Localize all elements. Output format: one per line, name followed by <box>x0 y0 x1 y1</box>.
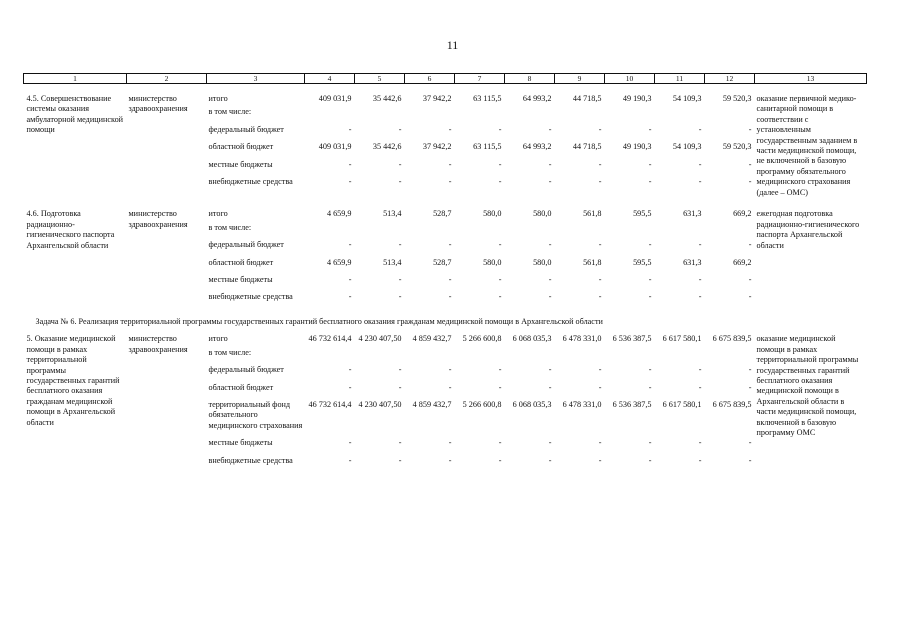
value-cell: 513,4 <box>383 209 402 219</box>
funding-source: внебюджетные средства <box>208 455 293 465</box>
value-cell: 5 266 600,8 <box>462 399 502 409</box>
value-cell <box>705 348 755 365</box>
col-header: 5 <box>355 74 405 84</box>
value-cell: 37 942,2 <box>422 94 452 103</box>
section-executor: министерство здравоохранения <box>128 334 188 354</box>
value-cell: - <box>398 382 402 392</box>
value-cell <box>405 348 455 365</box>
value-cell <box>455 107 505 124</box>
section-note: оказание медицинской помощи в рамках территориальной программы государственных гарантий бесплатного оказания медицинской помощи в Архангельской области в части медицинской помощи, включенной в базовую программу ОМС <box>756 334 859 437</box>
funding-source: итого <box>208 334 228 344</box>
value-cell: - <box>698 240 702 250</box>
col-header: 1 <box>24 74 127 84</box>
value-cell: 580,0 <box>483 209 502 219</box>
section-executor: министерство здравоохранения <box>128 94 188 114</box>
value-cell: - <box>348 159 352 169</box>
value-cell: 44 718,5 <box>572 94 602 103</box>
value-cell: - <box>698 292 702 302</box>
value-cell: - <box>548 177 552 187</box>
value-cell <box>305 107 355 124</box>
section-5 <box>24 330 867 478</box>
value-cell: 4 859 432,7 <box>412 334 452 344</box>
value-cell: - <box>348 438 352 448</box>
value-cell: - <box>498 365 502 375</box>
value-cell: - <box>648 159 652 169</box>
value-cell: 6 675 839,5 <box>712 334 752 344</box>
value-cell: - <box>398 240 402 250</box>
value-cell: 528,7 <box>433 209 452 219</box>
value-cell: 631,3 <box>683 209 702 219</box>
value-cell <box>655 107 705 124</box>
funding-source: внебюджетные средства <box>208 292 293 302</box>
value-cell: - <box>448 365 452 375</box>
value-cell: - <box>398 275 402 285</box>
section-4-6 <box>24 199 867 314</box>
value-cell: - <box>648 240 652 250</box>
value-cell: 669,2 <box>733 209 752 219</box>
value-cell: 6 617 580,1 <box>662 334 702 344</box>
value-cell: - <box>648 438 652 448</box>
value-cell: 6 478 331,0 <box>562 399 602 409</box>
col-header: 13 <box>755 74 867 84</box>
funding-source: в том числе: <box>208 347 252 357</box>
value-cell: 35 442,6 <box>372 142 402 152</box>
value-cell: 35 442,6 <box>372 94 402 103</box>
value-cell: - <box>598 124 602 134</box>
value-cell: - <box>748 455 752 465</box>
funding-source: местные бюджеты <box>208 159 273 169</box>
value-cell: 46 732 614,4 <box>308 399 352 409</box>
value-cell: 580,0 <box>533 209 552 219</box>
value-cell: - <box>548 382 552 392</box>
value-cell: - <box>498 438 502 448</box>
section-name: 4.5. Совершенствование системы оказания амбулаторной медицинской помощи <box>26 94 124 135</box>
value-cell: - <box>548 292 552 302</box>
col-header: 10 <box>605 74 655 84</box>
col-header: 9 <box>555 74 605 84</box>
value-cell: - <box>648 177 652 187</box>
funding-source: местные бюджеты <box>208 275 273 285</box>
col-header: 7 <box>455 74 505 84</box>
table-row <box>24 330 867 347</box>
value-cell: - <box>648 292 652 302</box>
value-cell: - <box>398 177 402 187</box>
value-cell: 6 675 839,5 <box>712 399 752 409</box>
value-cell <box>405 223 455 240</box>
task-6-row <box>24 315 867 330</box>
value-cell: - <box>548 455 552 465</box>
col-header: 6 <box>405 74 455 84</box>
value-cell: - <box>398 292 402 302</box>
value-cell <box>505 223 555 240</box>
value-cell: - <box>648 382 652 392</box>
value-cell: 6 068 035,3 <box>512 334 552 344</box>
value-cell <box>655 348 705 365</box>
value-cell: - <box>398 159 402 169</box>
value-cell: 63 115,5 <box>473 94 502 103</box>
value-cell: - <box>598 455 602 465</box>
value-cell: 64 993,2 <box>522 142 552 152</box>
value-cell: 4 659,9 <box>326 209 352 219</box>
value-cell: - <box>748 275 752 285</box>
value-cell: - <box>448 240 452 250</box>
value-cell: - <box>448 382 452 392</box>
value-cell: - <box>548 365 552 375</box>
value-cell: 4 230 407,50 <box>358 399 402 409</box>
value-cell: - <box>348 292 352 302</box>
value-cell: 46 732 614,4 <box>308 334 352 344</box>
value-cell: - <box>598 240 602 250</box>
value-cell: - <box>348 365 352 375</box>
value-cell: - <box>748 124 752 134</box>
value-cell: 4 659,9 <box>326 257 352 267</box>
program-table <box>23 73 867 478</box>
value-cell <box>355 107 405 124</box>
col-header: 12 <box>705 74 755 84</box>
value-cell: - <box>448 438 452 448</box>
value-cell: - <box>648 275 652 285</box>
value-cell: - <box>648 124 652 134</box>
col-header: 2 <box>127 74 207 84</box>
value-cell: 6 068 035,3 <box>512 399 552 409</box>
value-cell: - <box>348 177 352 187</box>
value-cell: - <box>748 382 752 392</box>
value-cell: 4 230 407,50 <box>358 334 402 344</box>
value-cell <box>705 223 755 240</box>
value-cell: 580,0 <box>533 257 552 267</box>
value-cell <box>655 223 705 240</box>
table-row <box>24 84 867 108</box>
value-cell: 54 109,3 <box>672 94 702 103</box>
value-cell: - <box>748 177 752 187</box>
value-cell <box>705 107 755 124</box>
value-cell: - <box>548 240 552 250</box>
value-cell: 409 031,9 <box>318 142 352 152</box>
value-cell: 409 031,9 <box>318 94 352 103</box>
value-cell: - <box>598 382 602 392</box>
section-note: оказание первичной медико-санитарной помощи в соответствии с установленным государственным заданием в части медицинской помощи, не включенной в базовую программу обязательного медицинского страхования (далее – ОМС) <box>756 94 858 197</box>
value-cell: - <box>498 177 502 187</box>
funding-source: внебюджетные средства <box>208 177 293 187</box>
value-cell: 528,7 <box>433 257 452 267</box>
value-cell: - <box>698 382 702 392</box>
value-cell <box>355 348 405 365</box>
value-cell <box>355 223 405 240</box>
value-cell: - <box>548 438 552 448</box>
value-cell: - <box>348 124 352 134</box>
value-cell: - <box>498 455 502 465</box>
value-cell: - <box>698 124 702 134</box>
value-cell: 631,3 <box>683 257 702 267</box>
value-cell <box>555 107 605 124</box>
value-cell: - <box>348 275 352 285</box>
value-cell: - <box>698 438 702 448</box>
value-cell: 561,8 <box>583 209 602 219</box>
value-cell: - <box>598 365 602 375</box>
value-cell: - <box>498 159 502 169</box>
funding-source: областной бюджет <box>208 382 274 392</box>
value-cell: - <box>498 124 502 134</box>
value-cell <box>505 348 555 365</box>
value-cell: 595,5 <box>633 257 652 267</box>
table-row <box>24 199 867 222</box>
value-cell <box>605 223 655 240</box>
value-cell: - <box>598 159 602 169</box>
value-cell: - <box>698 365 702 375</box>
section-name: 4.6. Подготовка радиационно-гигиенического паспорта Архангельской области <box>26 209 115 250</box>
value-cell: - <box>348 455 352 465</box>
value-cell: 6 617 580,1 <box>662 399 702 409</box>
value-cell: 6 536 387,5 <box>612 399 652 409</box>
value-cell: - <box>698 177 702 187</box>
value-cell: - <box>598 275 602 285</box>
value-cell: 580,0 <box>483 257 502 267</box>
value-cell: - <box>698 455 702 465</box>
value-cell <box>605 107 655 124</box>
value-cell: - <box>448 159 452 169</box>
value-cell: - <box>448 275 452 285</box>
value-cell: - <box>448 292 452 302</box>
value-cell: - <box>598 292 602 302</box>
value-cell <box>505 107 555 124</box>
value-cell: - <box>448 455 452 465</box>
col-header: 11 <box>655 74 705 84</box>
value-cell: 5 266 600,8 <box>462 334 502 344</box>
value-cell: 513,4 <box>383 257 402 267</box>
value-cell: - <box>648 365 652 375</box>
value-cell: - <box>398 124 402 134</box>
value-cell: - <box>748 240 752 250</box>
value-cell: - <box>548 124 552 134</box>
value-cell: 6 478 331,0 <box>562 334 602 344</box>
column-number-header <box>24 74 867 84</box>
funding-source: федеральный бюджет <box>208 240 284 250</box>
funding-source: областной бюджет <box>208 257 274 267</box>
page-number: 11 <box>446 38 459 52</box>
value-cell: 54 109,3 <box>672 142 702 152</box>
value-cell: - <box>698 159 702 169</box>
value-cell <box>555 348 605 365</box>
value-cell: - <box>498 275 502 285</box>
col-header: 4 <box>305 74 355 84</box>
value-cell <box>455 348 505 365</box>
value-cell: 59 520,3 <box>722 94 752 103</box>
value-cell: 6 536 387,5 <box>612 334 652 344</box>
value-cell: - <box>648 455 652 465</box>
value-cell: - <box>398 438 402 448</box>
funding-source: местные бюджеты <box>208 438 273 448</box>
value-cell: - <box>348 382 352 392</box>
value-cell: 59 520,3 <box>722 142 752 152</box>
value-cell: - <box>398 455 402 465</box>
funding-source: областной бюджет <box>208 142 274 152</box>
funding-source: территориальный фонд обязательного медицинского страхования <box>208 399 303 430</box>
value-cell: - <box>598 177 602 187</box>
section-executor: министерство здравоохранения <box>128 209 188 229</box>
funding-source: в том числе: <box>208 222 252 232</box>
value-cell: 63 115,5 <box>473 142 502 152</box>
value-cell <box>555 223 605 240</box>
value-cell: - <box>498 382 502 392</box>
col-header: 8 <box>505 74 555 84</box>
col-header: 3 <box>207 74 305 84</box>
value-cell: 49 190,3 <box>622 142 652 152</box>
value-cell: 4 859 432,7 <box>412 399 452 409</box>
value-cell: - <box>748 438 752 448</box>
value-cell <box>405 107 455 124</box>
value-cell <box>455 223 505 240</box>
value-cell <box>605 348 655 365</box>
value-cell: - <box>598 438 602 448</box>
value-cell: - <box>348 240 352 250</box>
section-4-5 <box>24 84 867 200</box>
funding-source: в том числе: <box>208 107 252 117</box>
section-name: 5. Оказание медицинской помощи в рамках территориальной программы государственных гарантий бесплатного оказания гражданам медицинской помощи в Архангельской области <box>26 334 120 427</box>
value-cell: - <box>448 124 452 134</box>
task-6-heading: Задача № 6. Реализация территориальной программы государственных гарантий бесплатного оказания гражданам медицинской помощи в Архангельской области <box>35 316 603 326</box>
value-cell: - <box>748 365 752 375</box>
value-cell: - <box>398 365 402 375</box>
value-cell: 669,2 <box>733 257 752 267</box>
value-cell: - <box>448 177 452 187</box>
value-cell: 595,5 <box>633 209 652 219</box>
value-cell: 49 190,3 <box>622 94 652 103</box>
section-note: ежегодная подготовка радиационно-гигиенического паспорта Архангельской области <box>756 209 860 250</box>
funding-source: федеральный бюджет <box>208 124 284 134</box>
value-cell: 44 718,5 <box>572 142 602 152</box>
value-cell: - <box>548 159 552 169</box>
value-cell: - <box>698 275 702 285</box>
value-cell: - <box>498 292 502 302</box>
value-cell: 64 993,2 <box>522 94 552 103</box>
value-cell: - <box>748 159 752 169</box>
value-cell: - <box>548 275 552 285</box>
funding-source: итого <box>208 94 228 103</box>
funding-source: итого <box>208 209 228 219</box>
value-cell <box>305 348 355 365</box>
value-cell: 561,8 <box>583 257 602 267</box>
funding-source: федеральный бюджет <box>208 365 284 375</box>
value-cell <box>305 223 355 240</box>
value-cell: - <box>498 240 502 250</box>
value-cell: - <box>748 292 752 302</box>
value-cell: 37 942,2 <box>422 142 452 152</box>
